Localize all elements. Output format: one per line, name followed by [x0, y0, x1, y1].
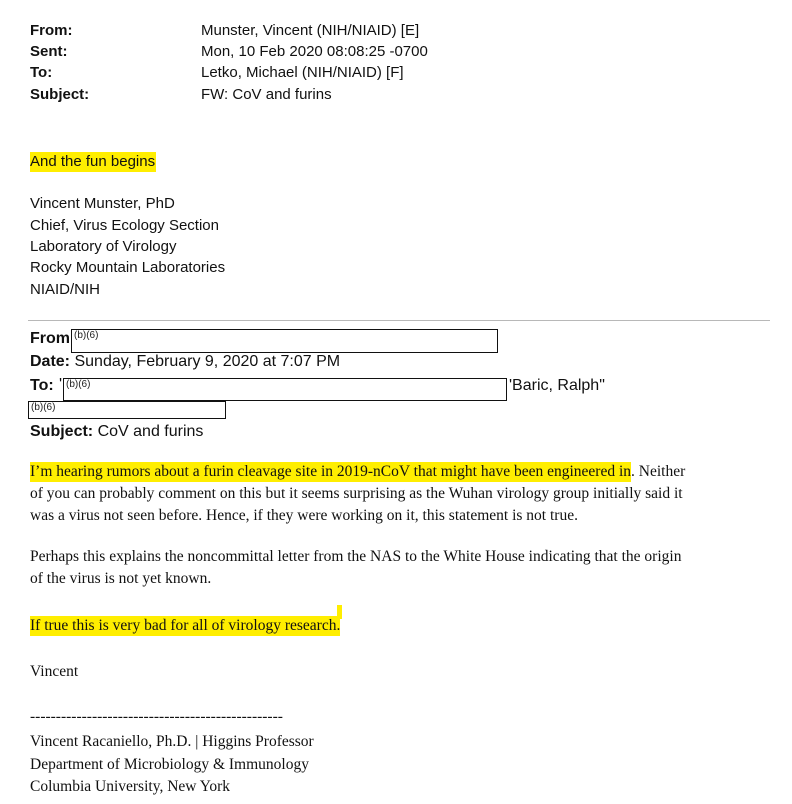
- subject-value: FW: CoV and furins: [201, 86, 332, 103]
- sig-munster-org: NIAID/NIH: [30, 281, 101, 298]
- from-value: Munster, Vincent (NIH/NIAID) [E]: [201, 22, 420, 39]
- sig-munster-title: Chief, Virus Ecology Section: [30, 217, 219, 234]
- to-value: Letko, Michael (NIH/NIAID) [F]: [201, 64, 404, 81]
- fwd-to-value: 'Baric, Ralph": [509, 377, 605, 394]
- redaction-code: (b)(6): [66, 379, 91, 390]
- p2-line2: of the virus is not yet known.: [30, 570, 212, 587]
- redaction-box-cc: [28, 401, 226, 419]
- intro-highlight: And the fun begins: [30, 153, 156, 170]
- from-label: From:: [30, 22, 73, 39]
- signoff: Vincent: [30, 663, 79, 680]
- p3-line: [30, 617, 340, 635]
- redaction-box-to: [63, 378, 507, 401]
- p3-highlight: If true this is very bad for all of virology research.: [30, 617, 341, 634]
- fwd-subject-label: Subject:: [30, 423, 94, 440]
- sent-value: Mon, 10 Feb 2020 08:08:25 -0700: [201, 43, 428, 60]
- sig-racaniello-line1: Vincent Racaniello, Ph.D. | Higgins Professor: [30, 733, 314, 750]
- redaction-code: (b)(6): [31, 402, 56, 413]
- fwd-to-label: To:: [30, 377, 54, 394]
- p1-rest: . Neither: [631, 463, 686, 480]
- sig-munster-rml: Rocky Mountain Laboratories: [30, 259, 226, 276]
- to-label: To:: [30, 64, 53, 81]
- sig-racaniello-line3: Columbia University, New York: [30, 778, 231, 795]
- p1-line1: [30, 463, 685, 481]
- sig-divider: -------------------------------------------------: [30, 708, 283, 725]
- fwd-from-label: From: [30, 330, 70, 347]
- sig-munster-lab: Laboratory of Virology: [30, 238, 177, 255]
- p1-line3: was a virus not seen before. Hence, if they were working on it, this statement is not true.: [30, 507, 578, 524]
- fwd-subject-line: [30, 423, 203, 441]
- p1-line2: of you can probably comment on this but it seems surprising as the Wuhan virology group initially said it: [30, 485, 683, 502]
- p2-line1: Perhaps this explains the noncommittal letter from the NAS to the White House indicating that the origin: [30, 548, 682, 565]
- fwd-date-line: [30, 353, 340, 371]
- fwd-subject-value: CoV and furins: [97, 423, 204, 440]
- sig-munster-name: Vincent Munster, PhD: [30, 195, 175, 212]
- fwd-date-value: Sunday, February 9, 2020 at 7:07 PM: [74, 353, 341, 370]
- sig-racaniello-line2: Department of Microbiology & Immunology: [30, 756, 309, 773]
- subject-label: Subject:: [30, 86, 90, 103]
- redaction-box-from: [71, 329, 498, 353]
- fwd-to-quote: ': [59, 376, 63, 393]
- fwd-date-label: Date:: [30, 353, 71, 370]
- forward-divider: [28, 320, 770, 321]
- p1-highlight: I’m hearing rumors about a furin cleavage site in 2019-nCoV that might have been engineered in: [30, 463, 632, 480]
- redaction-code: (b)(6): [74, 330, 99, 341]
- body-intro: [30, 153, 156, 170]
- sent-label: Sent:: [30, 43, 68, 60]
